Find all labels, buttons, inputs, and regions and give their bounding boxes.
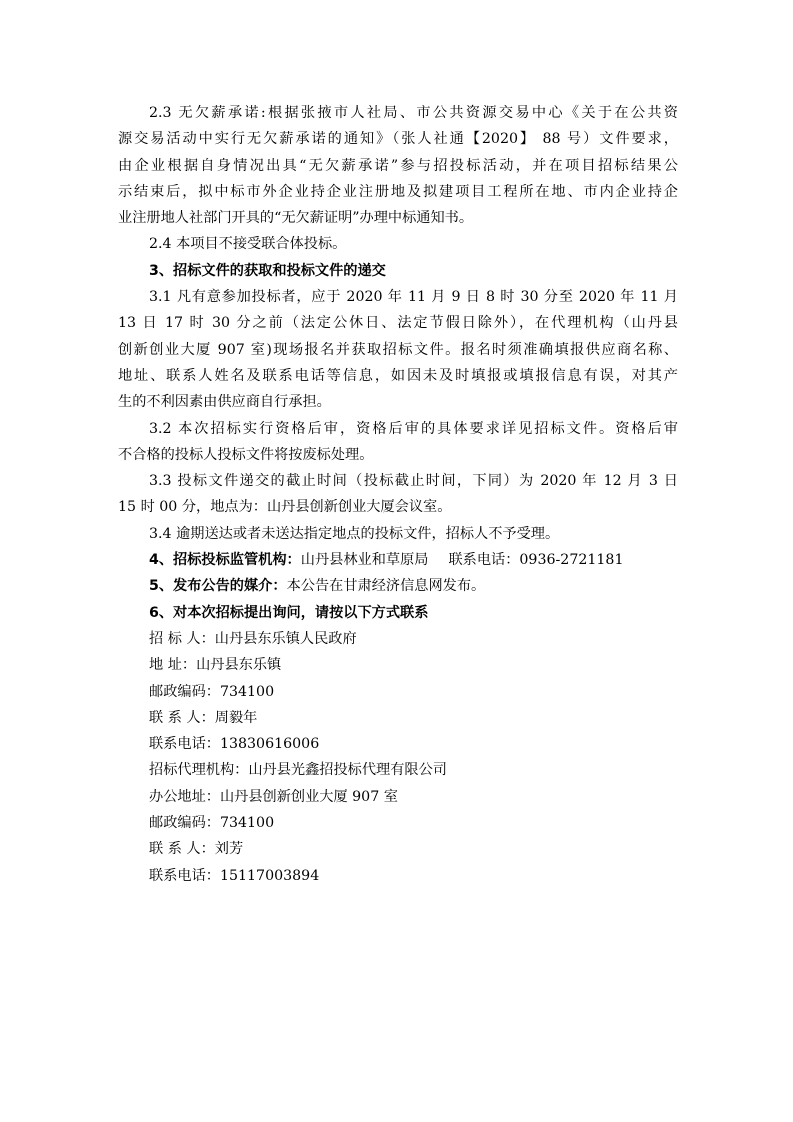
contact-person: 联 系 人：周毅年 — [149, 709, 258, 726]
contact-address: 地 址：山丹县东乐镇 — [149, 657, 282, 674]
paragraph-line: 业注册地人社部门开具的“无欠薪证明”办理中标通知书。 — [118, 210, 474, 227]
heading-3: 3、招标文件的获取和投标文件的递交 — [149, 262, 386, 279]
heading-5 — [118, 573, 678, 599]
contact-list — [118, 626, 678, 889]
supervisor-org: 山丹县林业和草原局 — [300, 552, 429, 569]
paragraph-line: 生的不利因素由供应商自行承担。 — [118, 394, 331, 411]
contact-agency-person: 联 系 人：刘芳 — [149, 841, 244, 858]
contact-agency-phone: 联系电话：15117003894 — [149, 867, 320, 884]
paragraph-line: 地址、联系人姓名及联系电话等信息，如因未及时填报或填报信息有误，对其产 — [118, 367, 678, 384]
paragraph-line: 源交易活动中实行无欠薪承诺的通知》（张人社通【2020】 88 号）文件要求， — [118, 131, 678, 148]
paragraph-3-1 — [118, 284, 678, 415]
paragraph-2-3 — [118, 100, 678, 231]
media-text: 本公告在甘肃经济信息网发布。 — [286, 578, 486, 595]
heading-4-label: 4、招标投标监管机构： — [149, 552, 301, 569]
paragraph-line: 3.1 凡有意参加投标者，应于 2020 年 11 月 9 日 8 时 30 分至 2020 年 11 月 — [149, 289, 678, 306]
paragraph-line: 不合格的投标人投标文件将按废标处理。 — [118, 446, 374, 463]
paragraph-line: 3.3 投标文件递交的截止时间（投标截止时间，下同）为 2020 年 12 月 3 日 — [149, 473, 678, 490]
supervisor-phone: 联系电话：0936-2721181 — [448, 552, 624, 569]
heading-4 — [118, 547, 678, 573]
paragraph-2-4: 2.4 本项目不接受联合体投标。 — [149, 236, 347, 253]
contact-agency: 招标代理机构：山丹县光鑫招投标代理有限公司 — [149, 762, 447, 779]
contact-postcode: 邮政编码：734100 — [149, 683, 275, 700]
contact-agency-postcode: 邮政编码：734100 — [149, 815, 275, 832]
contact-tenderer: 招 标 人：山丹县东乐镇人民政府 — [149, 630, 357, 647]
paragraph-line: 2.3 无欠薪承诺:根据张掖市人社局、市公共资源交易中心《关于在公共资 — [149, 105, 678, 121]
paragraph-line: 15 时 00 分，地点为：山丹县创新创业大厦会议室。 — [118, 499, 452, 516]
heading-5-label: 5、发布公告的媒介： — [149, 578, 287, 595]
paragraph-3-3 — [118, 468, 678, 521]
heading-6: 6、对本次招标提出询问，请按以下方式联系 — [149, 604, 429, 621]
paragraph-3-2 — [118, 416, 678, 469]
contact-phone: 联系电话：13830616006 — [149, 736, 320, 753]
document-body — [118, 100, 678, 889]
paragraph-line: 创新创业大厦 907 室)现场报名并获取招标文件。报名时须准确填报供应商名称、 — [118, 341, 678, 358]
paragraph-line: 由企业根据自身情况出具“无欠薪承诺”参与招投标活动，并在项目招标结果公 — [118, 157, 678, 174]
paragraph-line: 13 日 17 时 30 分之前（法定公休日、法定节假日除外），在代理机构（山丹县 — [118, 315, 678, 332]
paragraph-3-4: 3.4 逾期送达或者未送达指定地点的投标文件，招标人不予受理。 — [149, 525, 560, 542]
paragraph-line: 示结束后，拟中标市外企业持企业注册地及拟建项目工程所在地、市内企业持企 — [118, 183, 678, 200]
contact-office-address: 办公地址：山丹县创新创业大厦 907 室 — [149, 788, 398, 805]
paragraph-line: 3.2 本次招标实行资格后审，资格后审的具体要求详见招标文件。资格后审 — [149, 420, 678, 437]
